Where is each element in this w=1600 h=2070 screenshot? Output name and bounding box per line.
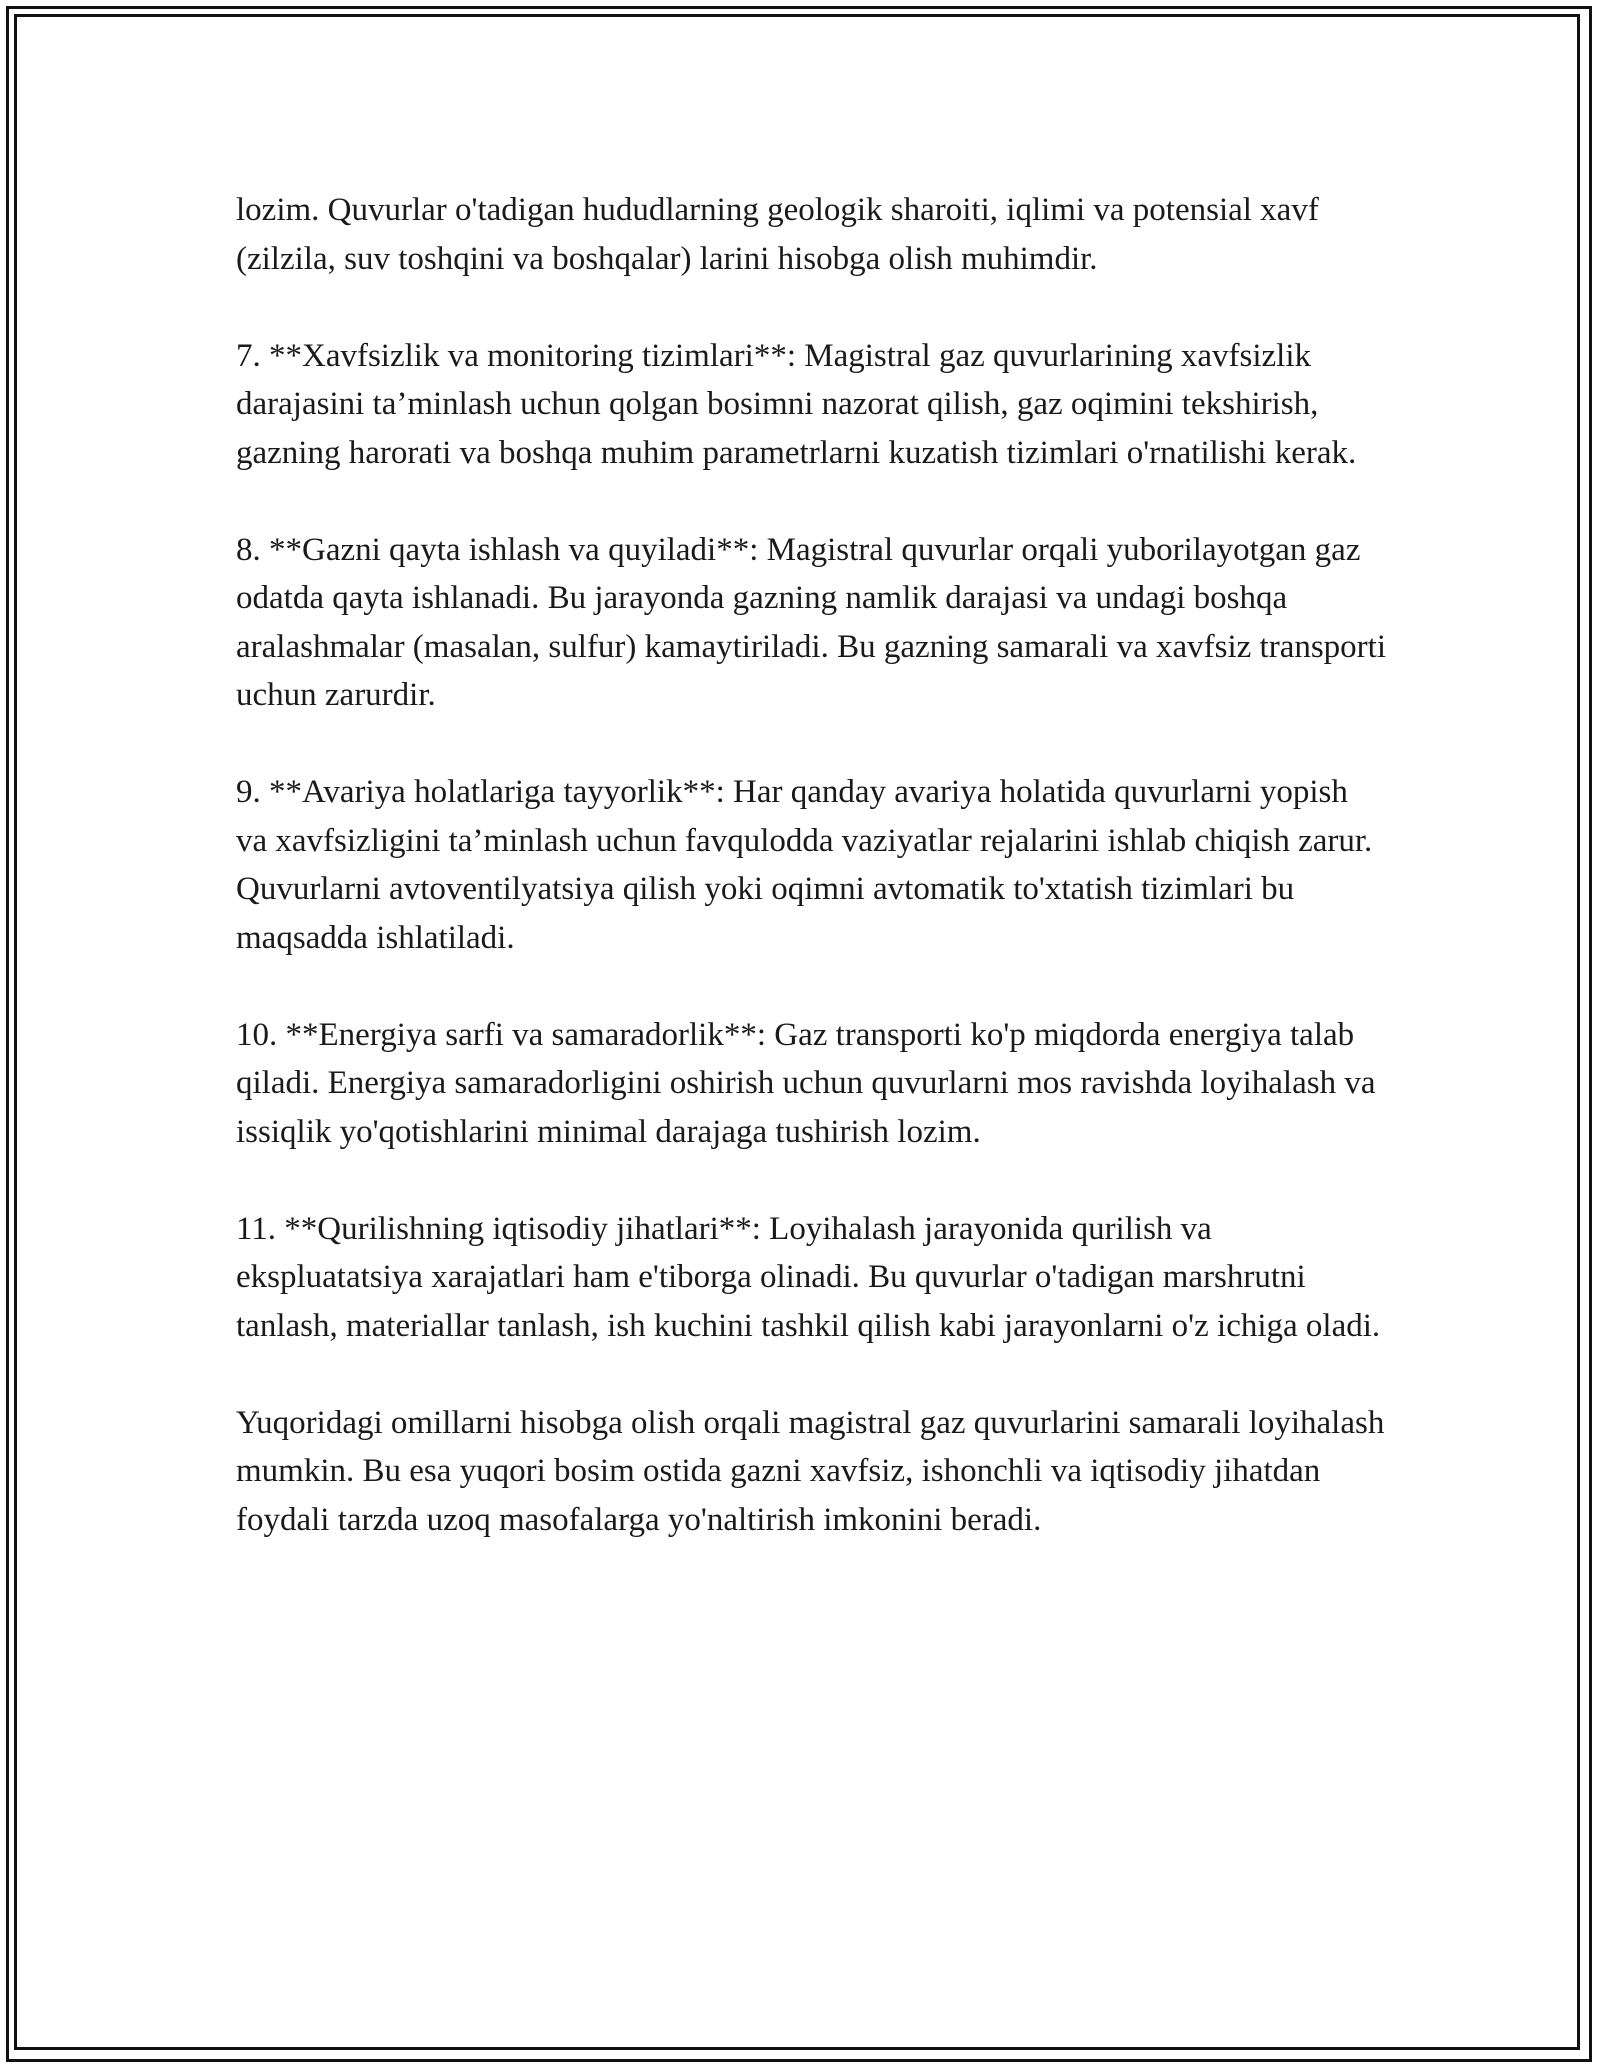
paragraph-conclusion: Yuqoridagi omillarni hisobga olish orqali magistral gaz quvurlarini samarali loyihalash mumkin. Bu esa yuqori bosim ostida gazni xavfsiz, ishonchli va iqtisodiy jihatdan foydali tarzda uzoq masofalarga yo'naltirish imkonini beradi. (236, 1404, 1385, 1538)
paragraph-item-7: 7. **Xavfsizlik va monitoring tizimlari**: Magistral gaz quvurlarining xavfsizlik darajasini ta’minlash uchun qolgan bosimni nazorat qilish, gaz oqimini tekshirish, gazning harorati va boshqa muhim parametrlarni kuzatish tizimlari o'rnatilishi kerak. (236, 337, 1357, 471)
paragraph-item-11: 11. **Qurilishning iqtisodiy jihatlari**: Loyihalash jarayonida qurilish va ekspluatatsiya xarajatlari ham e'tiborga olinadi. Bu quvurlar o'tadigan marshrutni tanlash, materiallar tanlash, ish kuchini tashkil qilish kabi jarayonlarni o'z ichiga oladi. (236, 1210, 1381, 1344)
document-body (236, 186, 1386, 1593)
paragraph-item-8: 8. **Gazni qayta ishlash va quyiladi**: Magistral quvurlar orqali yuborilayotgan gaz odatda qayta ishlanadi. Bu jarayonda gazning namlik darajasi va undagi boshqa aralashmalar (masalan, sulfur) kamaytiriladi. Bu gazning samarali va xavfsiz transporti uchun zarurdir. (236, 531, 1387, 713)
paragraph-item-9: 9. **Avariya holatlariga tayyorlik**: Har qanday avariya holatida quvurlarni yopish va xavfsizligini ta’minlash uchun favqulodda vaziyatlar rejalarini ishlab chiqish zarur. Quvurlarni avtoventilyatsiya qilish yoki oqimni avtomatik to'xtatish tizimlari bu maqsadda ishlatiladi. (236, 774, 1373, 956)
paragraph-intro-continuation: lozim. Quvurlar o'tadigan hududlarning geologik sharoiti, iqlimi va potensial xavf (zilzila, suv toshqini va boshqalar) larini hisobga olish muhimdir. (236, 192, 1319, 277)
paragraph-item-10: 10. **Energiya sarfi va samaradorlik**: Gaz transporti ko'p miqdorda energiya talab qiladi. Energiya samaradorligini oshirish uchun quvurlarni mos ravishda loyihalash va issiqlik yo'qotishlarini minimal darajaga tushirish lozim. (236, 1016, 1376, 1150)
